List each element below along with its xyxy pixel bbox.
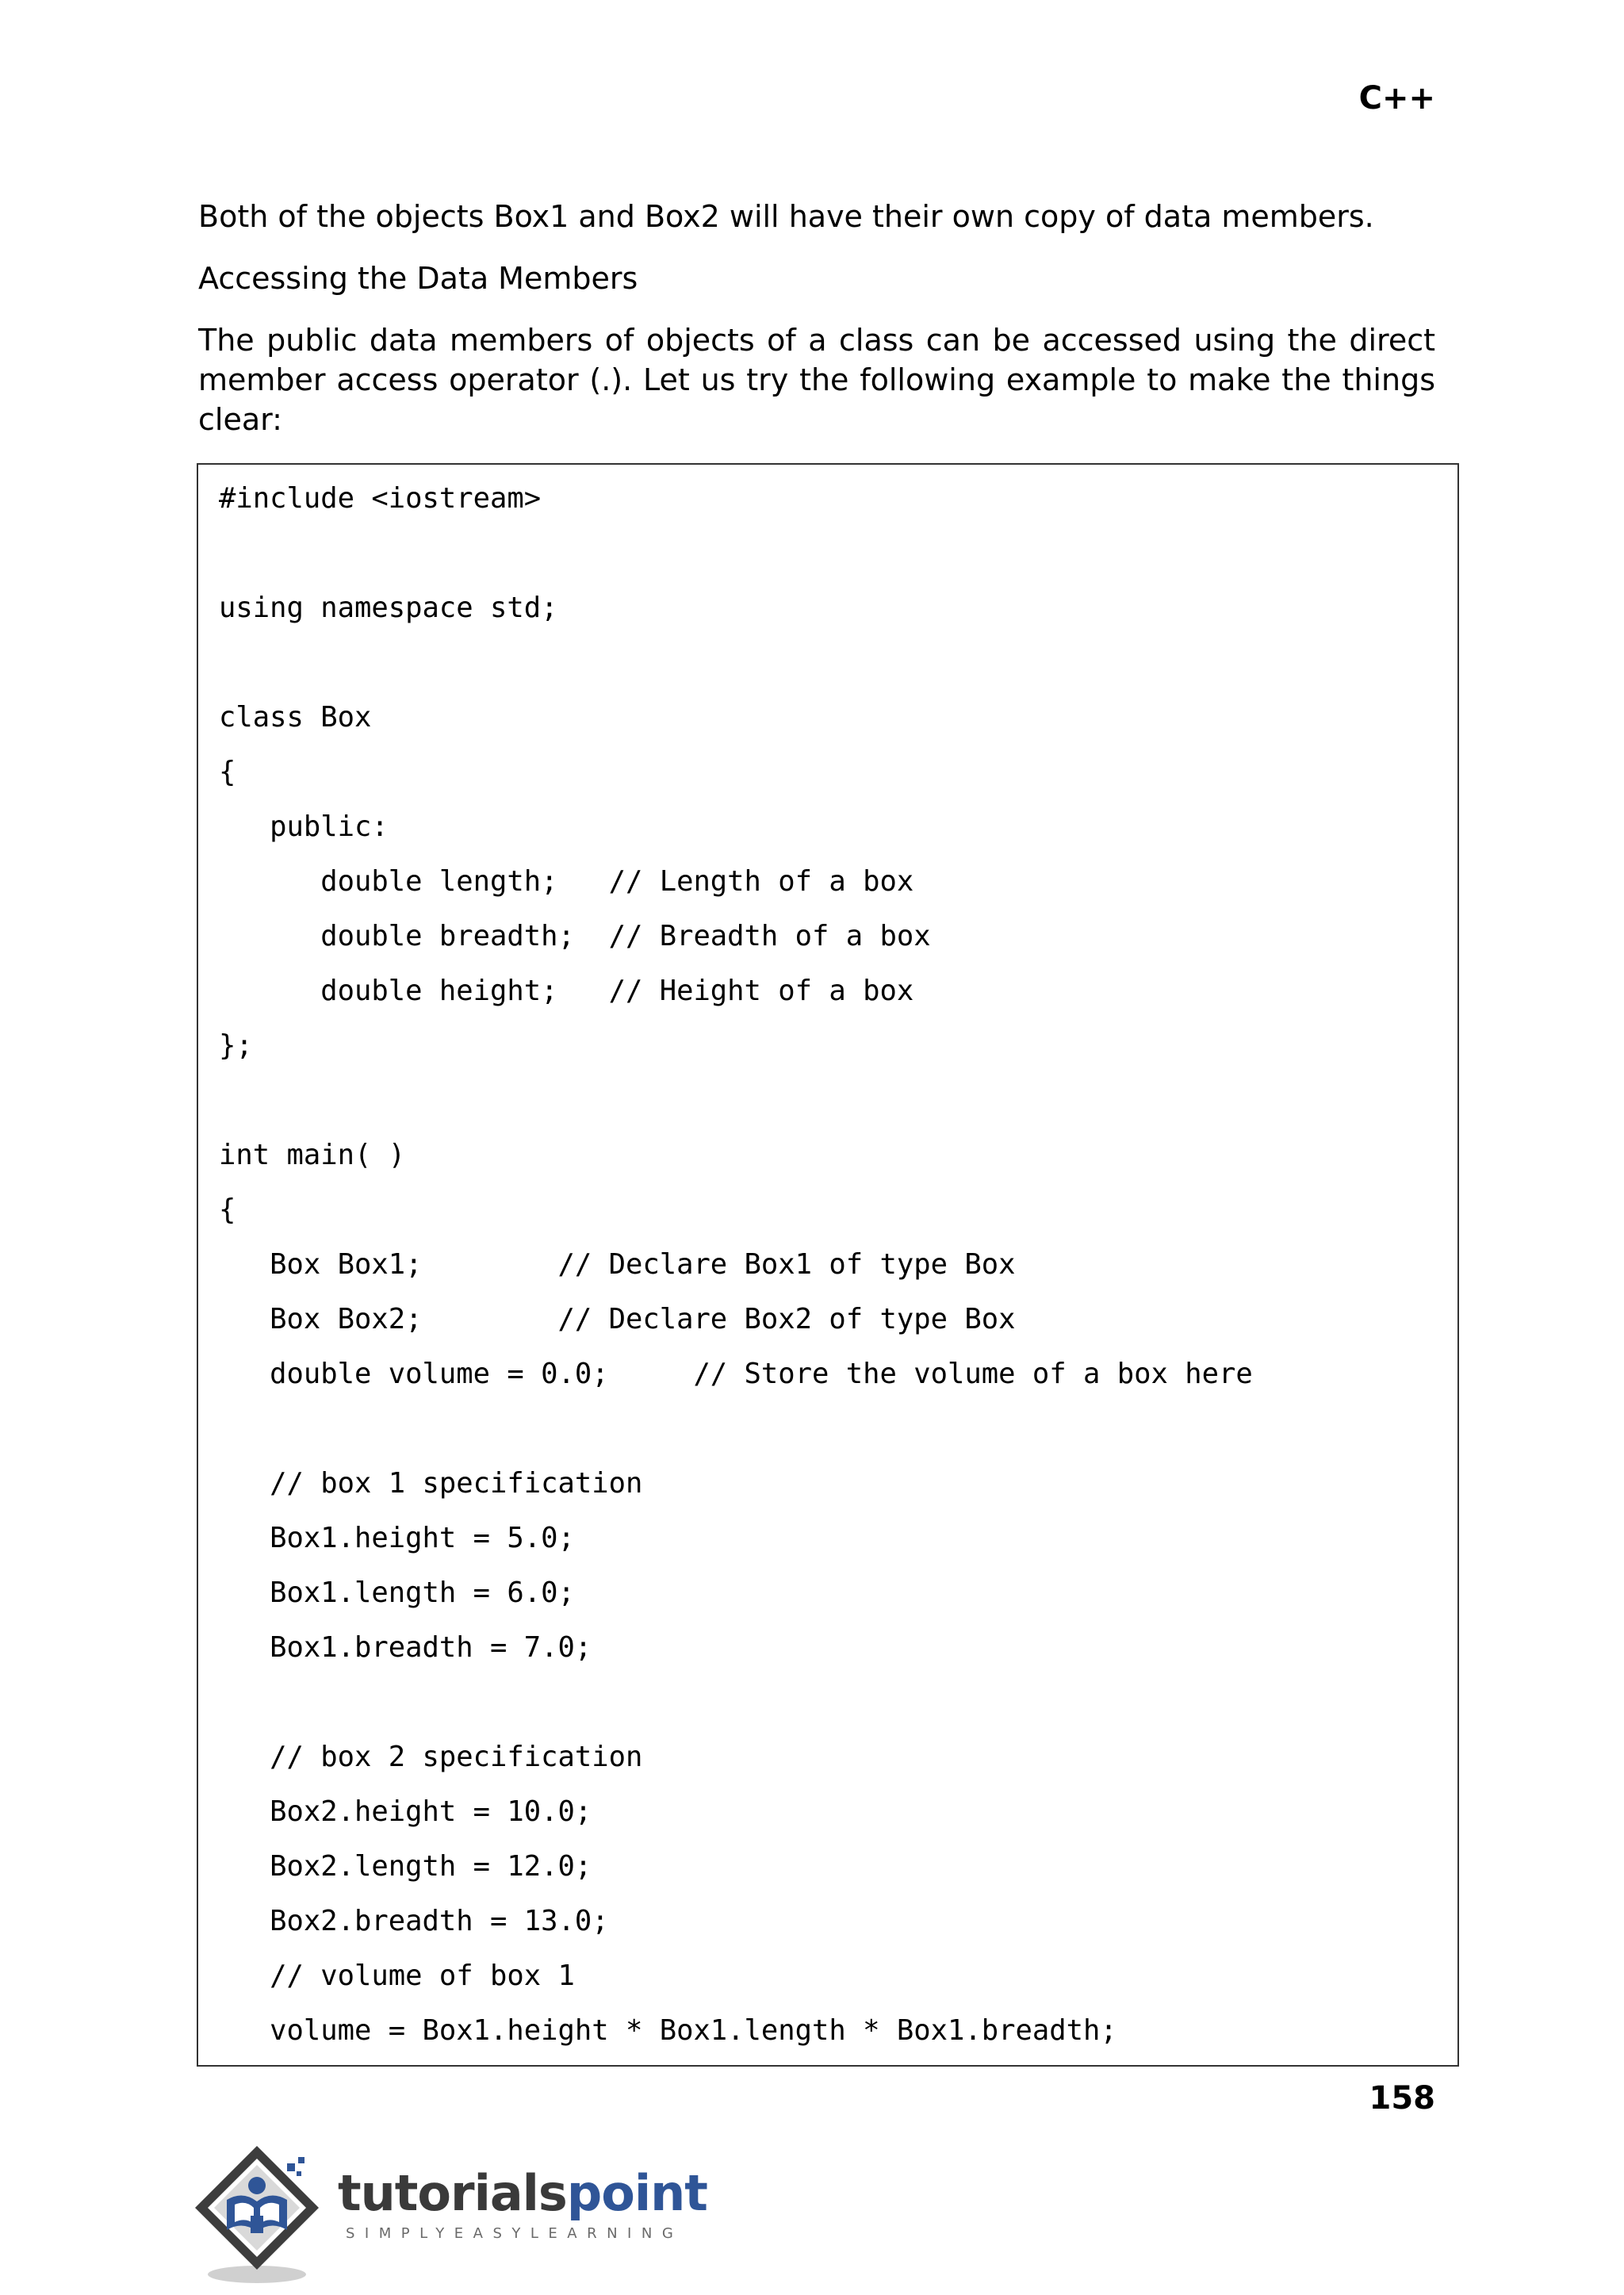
- code-line: {: [219, 1193, 236, 1226]
- code-line: // box 2 specification: [219, 1741, 643, 1773]
- code-line: // box 1 specification: [219, 1467, 643, 1500]
- code-line: double height; // Height of a box: [219, 975, 914, 1007]
- logo-wordmark-part1: tutorials: [338, 2164, 567, 2222]
- book-diamond-icon: [195, 2138, 338, 2287]
- code-line: Box1.height = 5.0;: [219, 1522, 575, 1554]
- code-line: volume = Box1.height * Box1.length * Box1.breadth;: [219, 2014, 1117, 2047]
- code-line: double breadth; // Breadth of a box: [219, 920, 931, 952]
- code-line: Box1.length = 6.0;: [219, 1577, 575, 1609]
- code-line: Box2.length = 12.0;: [219, 1850, 592, 1883]
- code-line: {: [219, 756, 236, 788]
- code-line: double length; // Length of a box: [219, 865, 914, 898]
- logo-tagline: SIMPLYEASYLEARNING: [346, 2225, 684, 2242]
- logo-wordmark: [338, 2165, 707, 2222]
- code-line: };: [219, 1029, 253, 1062]
- tutorialspoint-logo: [195, 2138, 707, 2287]
- code-line: // volume of box 1: [219, 1960, 575, 1992]
- section-heading-accessing-data-members: Accessing the Data Members: [198, 261, 638, 296]
- code-line: Box1.breadth = 7.0;: [219, 1631, 592, 1664]
- code-line: #include <iostream>: [219, 482, 542, 515]
- logo-wordmark-part2: point: [566, 2164, 707, 2222]
- code-line: public:: [219, 810, 389, 843]
- code-line: int main( ): [219, 1139, 406, 1171]
- code-line: Box2.breadth = 13.0;: [219, 1905, 609, 1937]
- paragraph-direct-member-access: The public data members of objects of a class can be accessed using the direct member access operator (.). Let us try the following example to make the things clear:: [198, 323, 1435, 437]
- code-line: using namespace std;: [219, 592, 558, 624]
- document-header-title: C++: [1358, 80, 1435, 117]
- paragraph-objects-copy: Both of the objects Box1 and Box2 will have their own copy of data members.: [198, 199, 1374, 234]
- code-line: double volume = 0.0; // Store the volume of a box here: [219, 1358, 1253, 1390]
- code-line: Box Box1; // Declare Box1 of type Box: [219, 1248, 1016, 1281]
- page-number: 158: [1369, 2080, 1435, 2117]
- code-line: Box Box2; // Declare Box2 of type Box: [219, 1303, 1016, 1335]
- code-line: Box2.height = 10.0;: [219, 1795, 592, 1828]
- code-line: class Box: [219, 701, 372, 734]
- code-block: [197, 463, 1459, 2067]
